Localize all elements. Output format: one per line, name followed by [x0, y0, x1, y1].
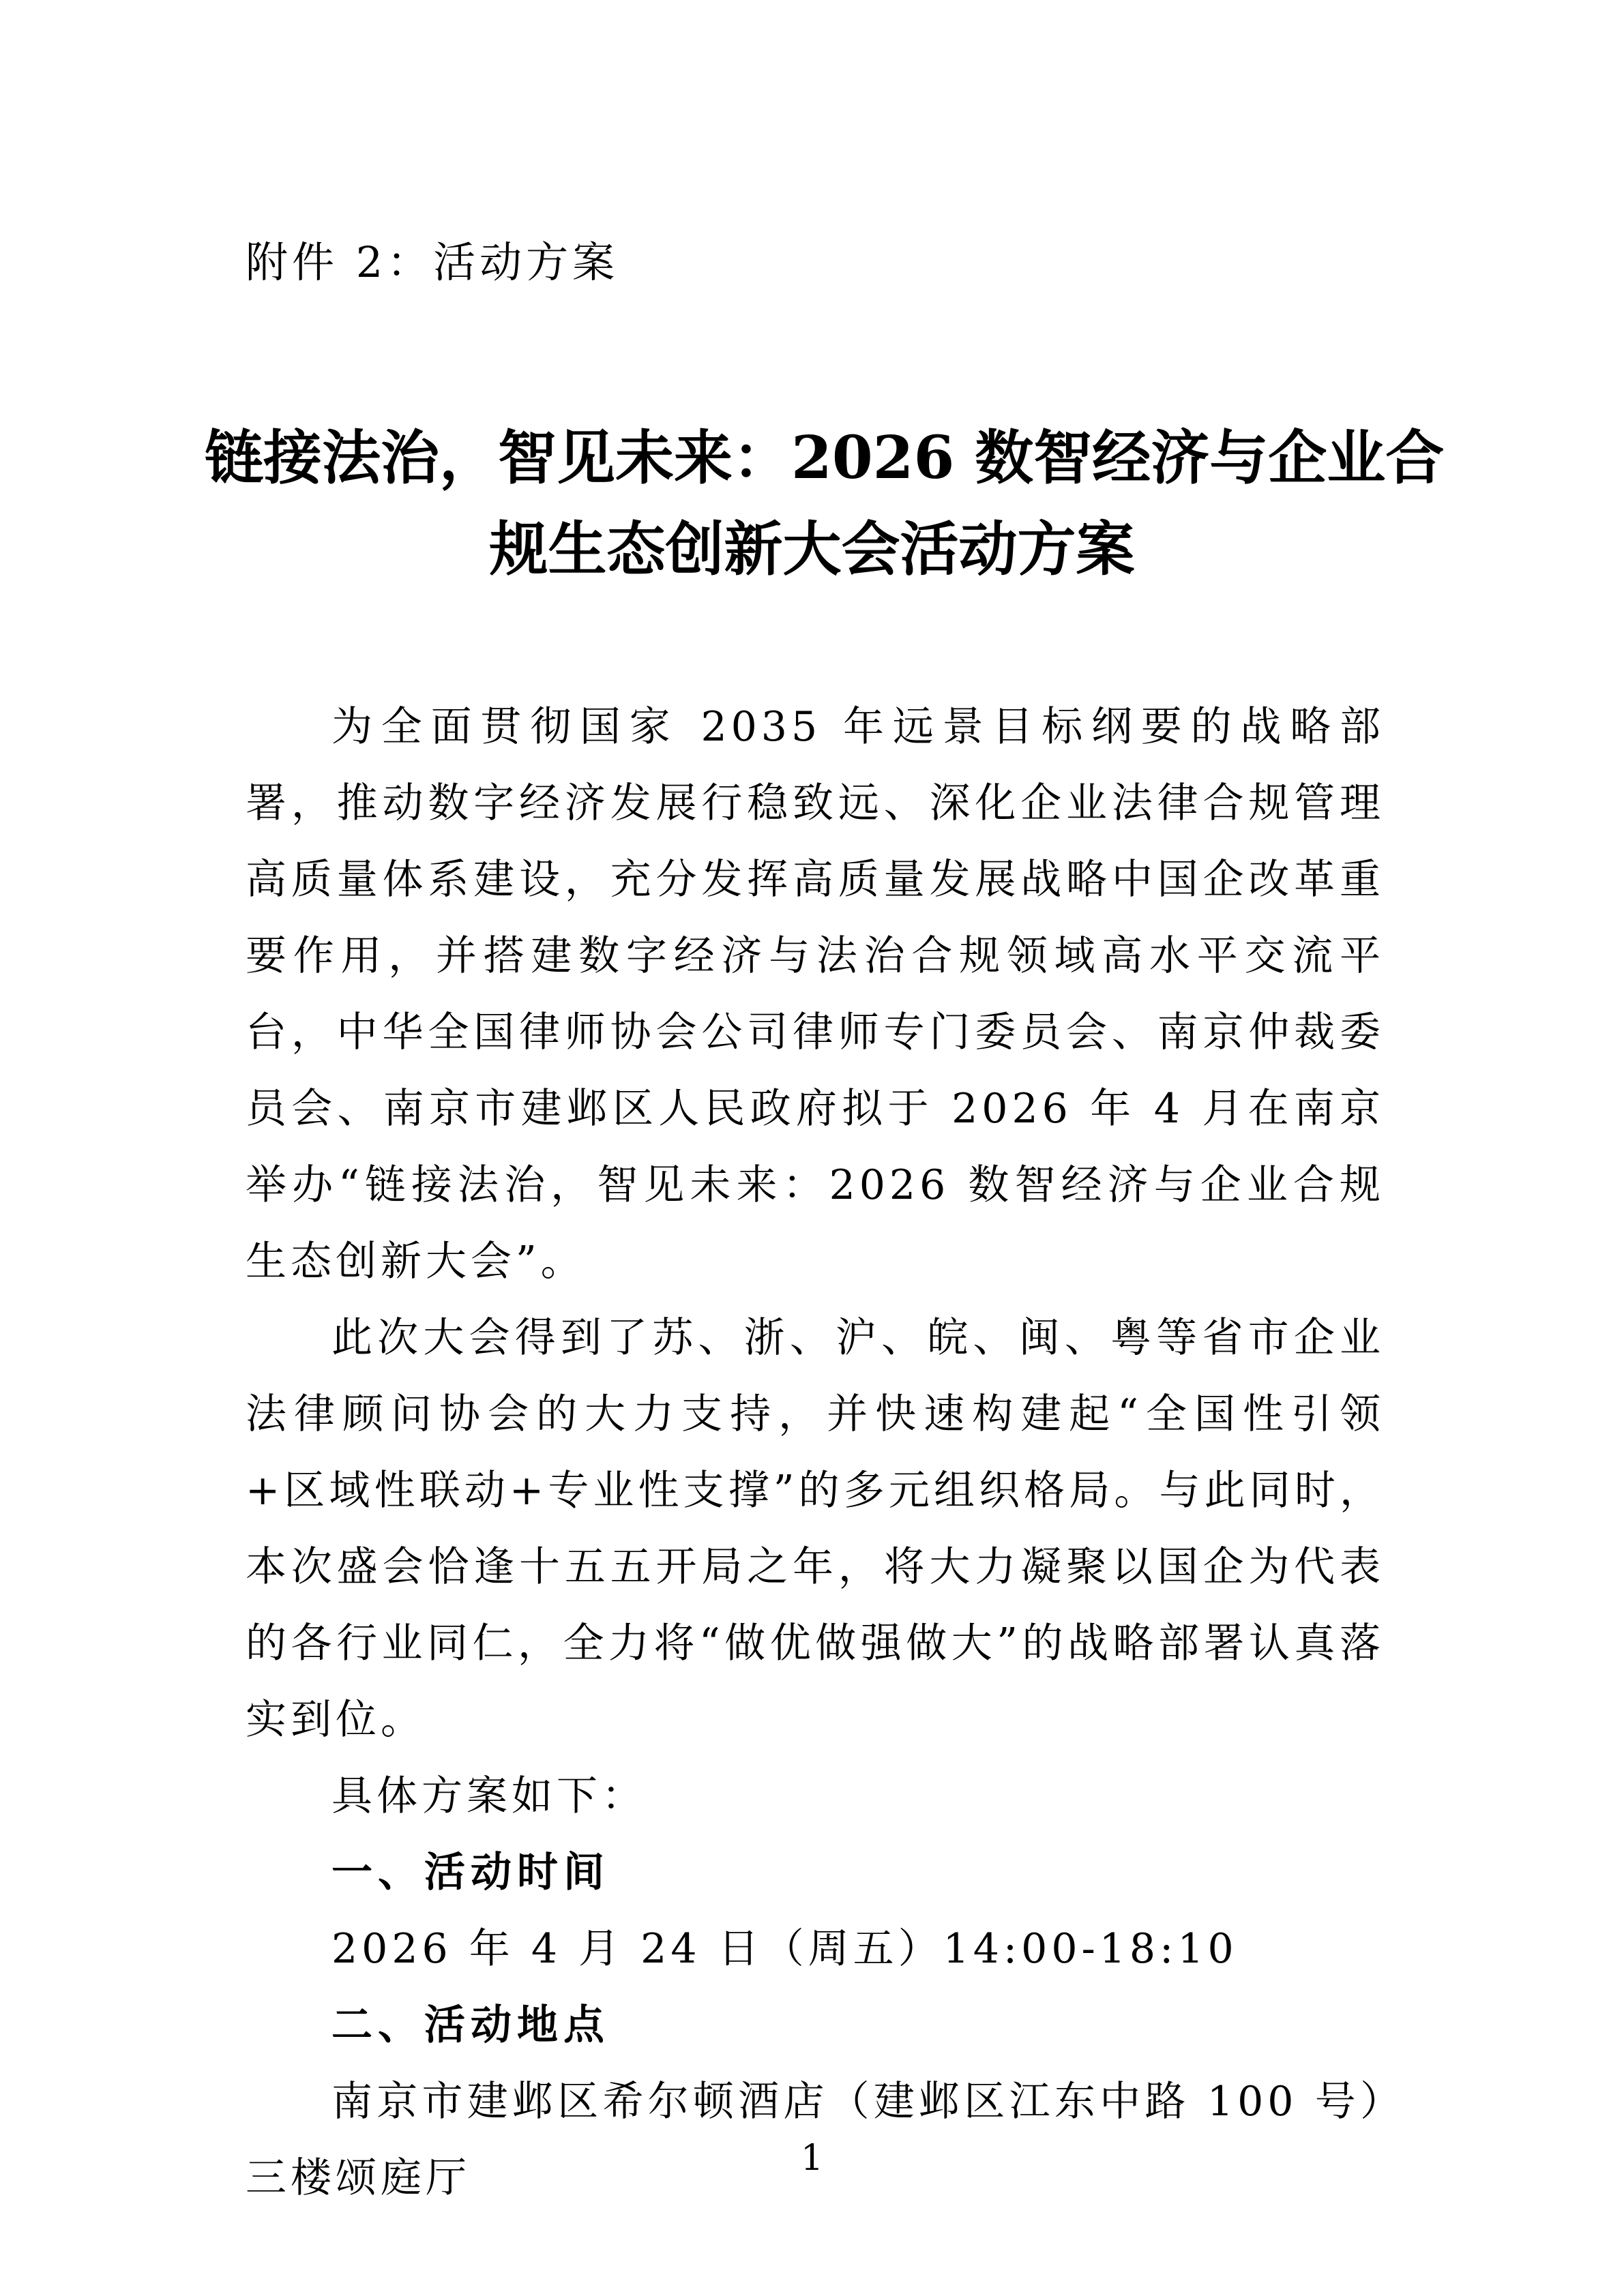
- title-line-2: 规生态创新大会活动方案: [489, 515, 1135, 584]
- event-time: 2026 年 4 月 24 日（周五）14:00-18:10: [331, 1925, 1238, 1973]
- intro-paragraph: 为全面贯彻国家 2035 年远景目标纲要的战略部署，推动数字经济发展行稳致远、深化企业法律合规管理高质量体系建设，充分发挥高质量发展战略中国企改革重要作用，并搭建数字经济与法治合规领域高水平交流平台，中华全国律师协会公司律师专门委员会、南京仲裁委员会、南京市建邺区人民政府拟于 2026 年 4 月在南京举办“链接法治，智见未来：2026 数智经济与企业合规生态创新大会”。: [246, 703, 1385, 1285]
- document-title: [205, 413, 1445, 595]
- document-body: [246, 689, 1385, 2216]
- attachment-label: 附件 2：活动方案: [246, 237, 619, 287]
- support-paragraph: 此次大会得到了苏、浙、沪、皖、闽、粤等省市企业法律顾问协会的大力支持，并快速构建起“全国性引领+区域性联动+专业性支撑”的多元组织格局。与此同时，本次盛会恰逢十五五开局之年，将大力凝聚以国企为代表的各行业同仁，全力将“做优做强做大”的战略部署认真落实到位。: [246, 1314, 1385, 1744]
- event-location: 南京市建邺区希尔顿酒店（建邺区江东中路 100 号）三楼颂庭厅: [246, 2078, 1385, 2202]
- section-heading-location: 二、活动地点: [331, 2001, 610, 2049]
- plan-intro-paragraph: 具体方案如下：: [331, 1772, 647, 1820]
- section-heading-time: 一、活动时间: [331, 1849, 610, 1896]
- title-line-1: 链接法治，智见未来：2026 数智经济与企业合: [205, 423, 1445, 492]
- page-number: 1: [800, 2138, 824, 2179]
